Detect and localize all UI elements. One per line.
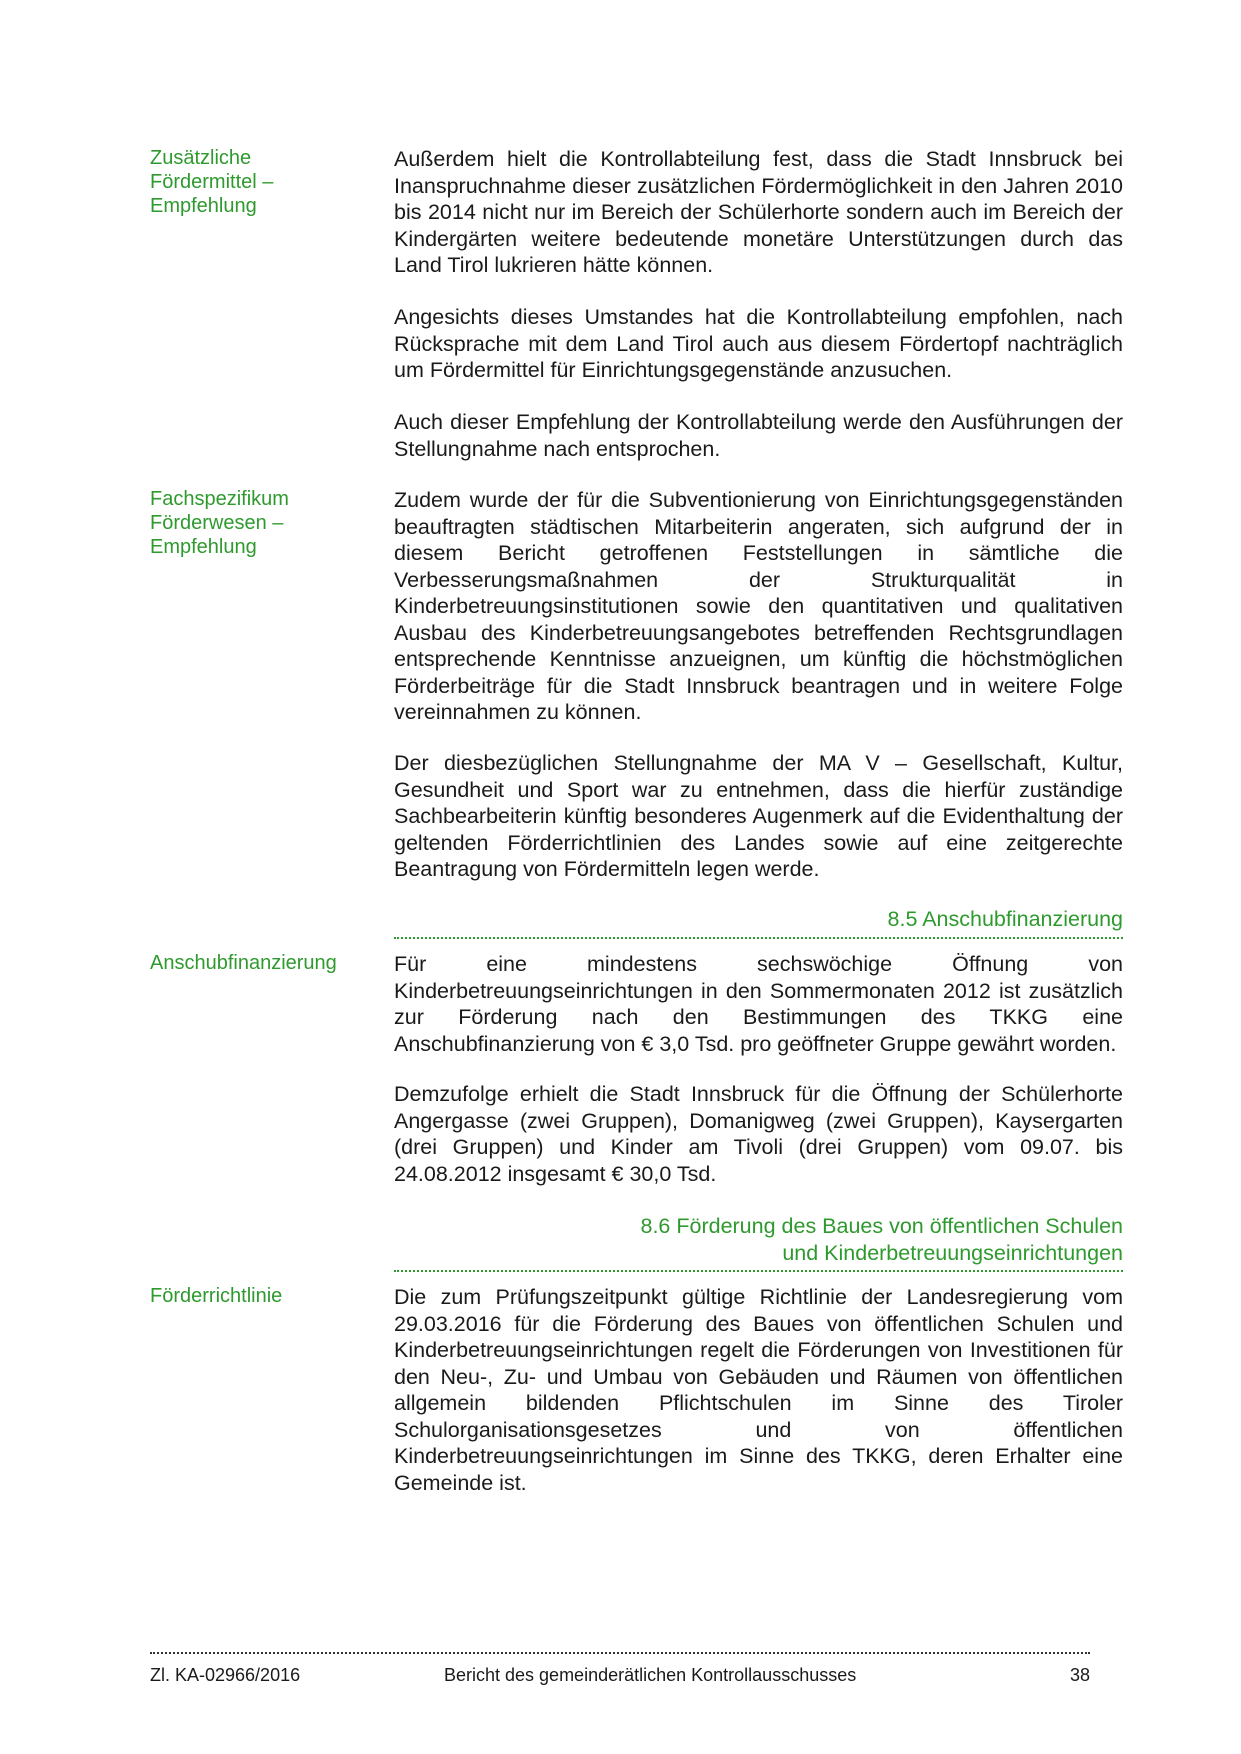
body-text xyxy=(394,750,1123,883)
body-text xyxy=(394,951,1123,1057)
margin-note xyxy=(150,1284,370,1308)
body-text xyxy=(394,146,1123,279)
margin-note-line: Fördermittel – xyxy=(150,171,274,193)
paragraph: Angesichts dieses Umstandes hat die Kontrollabteilung empfohlen, nach Rücksprache mit dem Land Tirol auch aus diesem Fördertopf nachträglich um Fördermittel für Einrichtungsgegenstände anzusuchen. xyxy=(394,305,1123,382)
margin-note-line: Empfehlung xyxy=(150,195,257,217)
paragraph: Auch dieser Empfehlung der Kontrollabteilung werde den Ausführungen der Stellungnahme nach entsprochen. xyxy=(394,410,1123,461)
heading-line: 8.5 Anschubfinanzierung xyxy=(887,907,1123,931)
paragraph: Die zum Prüfungszeitpunkt gültige Richtlinie der Landesregierung vom 29.03.2016 für die Förderung des Baues von öffentlichen Schulen und Kinderbetreuungseinrichtungen regelt die Förderungen von Investitionen für den Neu-, Zu- und Umbau von Gebäuden und Räumen von öffentlichen allgemein bildenden Pflichtschulen im Sinne des Tiroler Schulorganisationsgesetzes und von öffentlichen Kinderbetreuungseinrichtungen im Sinne des TKKG, deren Erhalter eine Gemeinde ist. xyxy=(394,1285,1123,1495)
section-heading-8-5 xyxy=(394,906,1123,939)
margin-note xyxy=(150,146,370,218)
margin-note xyxy=(150,487,370,559)
footer-title: Bericht des gemeinderätlichen Kontrollausschusses xyxy=(444,1665,857,1685)
section-heading-8-6 xyxy=(394,1213,1123,1272)
margin-note xyxy=(150,951,370,975)
margin-note-line: Empfehlung xyxy=(150,536,257,558)
paragraph: Demzufolge erhielt die Stadt Innsbruck für die Öffnung der Schülerhorte Angergasse (zwei Gruppen), Domanigweg (zwei Gruppen), Kaysergarten (drei Gruppen) und Kinder am Tivoli (drei Gruppen) vom 09.07. bis 24.08.2012 insgesamt € 30,0 Tsd. xyxy=(394,1082,1123,1186)
margin-note-line: Förderrichtlinie xyxy=(150,1285,283,1307)
paragraph: Der diesbezüglichen Stellungnahme der MA V – Gesellschaft, Kultur, Gesundheit und Sport war zu entnehmen, dass die hierfür zuständige Sachbearbeiterin künftig besonderes Augenmerk auf die Evidenthaltung der geltenden Förderrichtlinien des Landes sowie auf eine zeitgerechte Beantragung von Fördermitteln legen werde. xyxy=(394,751,1123,881)
margin-note-line: Förderwesen – xyxy=(150,512,284,534)
heading-line: 8.6 Förderung des Baues von öffentlichen Schulen xyxy=(640,1214,1123,1238)
heading-line: und Kinderbetreuungseinrichtungen xyxy=(782,1240,1123,1265)
paragraph: Für eine mindestens sechswöchige Öffnung von Kinderbetreuungseinrichtungen in den Sommermonaten 2012 ist zusätzlich zur Förderung nach den Bestimmungen des TKKG eine Anschubfinanzierung von € 3,0 Tsd. pro geöffneter Gruppe gewährt worden. xyxy=(394,952,1123,1056)
margin-note-line: Fachspezifikum xyxy=(150,488,289,510)
footer-reference: Zl. KA-02966/2016 xyxy=(150,1665,301,1685)
body-text xyxy=(394,1284,1123,1496)
body-text xyxy=(394,487,1123,726)
footer-divider xyxy=(150,1652,1090,1654)
paragraph: Zudem wurde der für die Subventionierung von Einrichtungsgegenständen beauftragten städtischen Mitarbeiterin angeraten, sich aufgrund der in diesem Bericht getroffenen Feststellungen in sämtliche die Verbesserungsmaßnahmen der Strukturqualität in Kinderbetreuungsinstitutionen sowie den quantitativen und qualitativen Ausbau des Kinderbetreuungsangebotes betreffenden Rechtsgrundlagen entsprechende Kenntnisse anzueignen, um künftig die höchstmöglichen Förderbeiträge für die Stadt Innsbruck beantragen und in weitere Folge vereinnahmen zu können. xyxy=(394,488,1123,724)
page-number: 38 xyxy=(1069,1665,1090,1685)
paragraph: Außerdem hielt die Kontrollabteilung fest, dass die Stadt Innsbruck bei Inanspruchnahme dieser zusätzlichen Fördermöglichkeit in den Jahren 2010 bis 2014 nicht nur im Bereich der Schülerhorte sondern auch im Bereich der Kindergärten weitere bedeutende monetäre Unterstützungen durch das Land Tirol lukrieren hätte können. xyxy=(394,147,1123,277)
margin-note-line: Zusätzliche xyxy=(150,147,252,169)
body-text xyxy=(394,304,1123,384)
body-text xyxy=(394,1081,1123,1187)
body-text xyxy=(394,409,1123,462)
margin-note-line: Anschubfinanzierung xyxy=(150,952,337,974)
